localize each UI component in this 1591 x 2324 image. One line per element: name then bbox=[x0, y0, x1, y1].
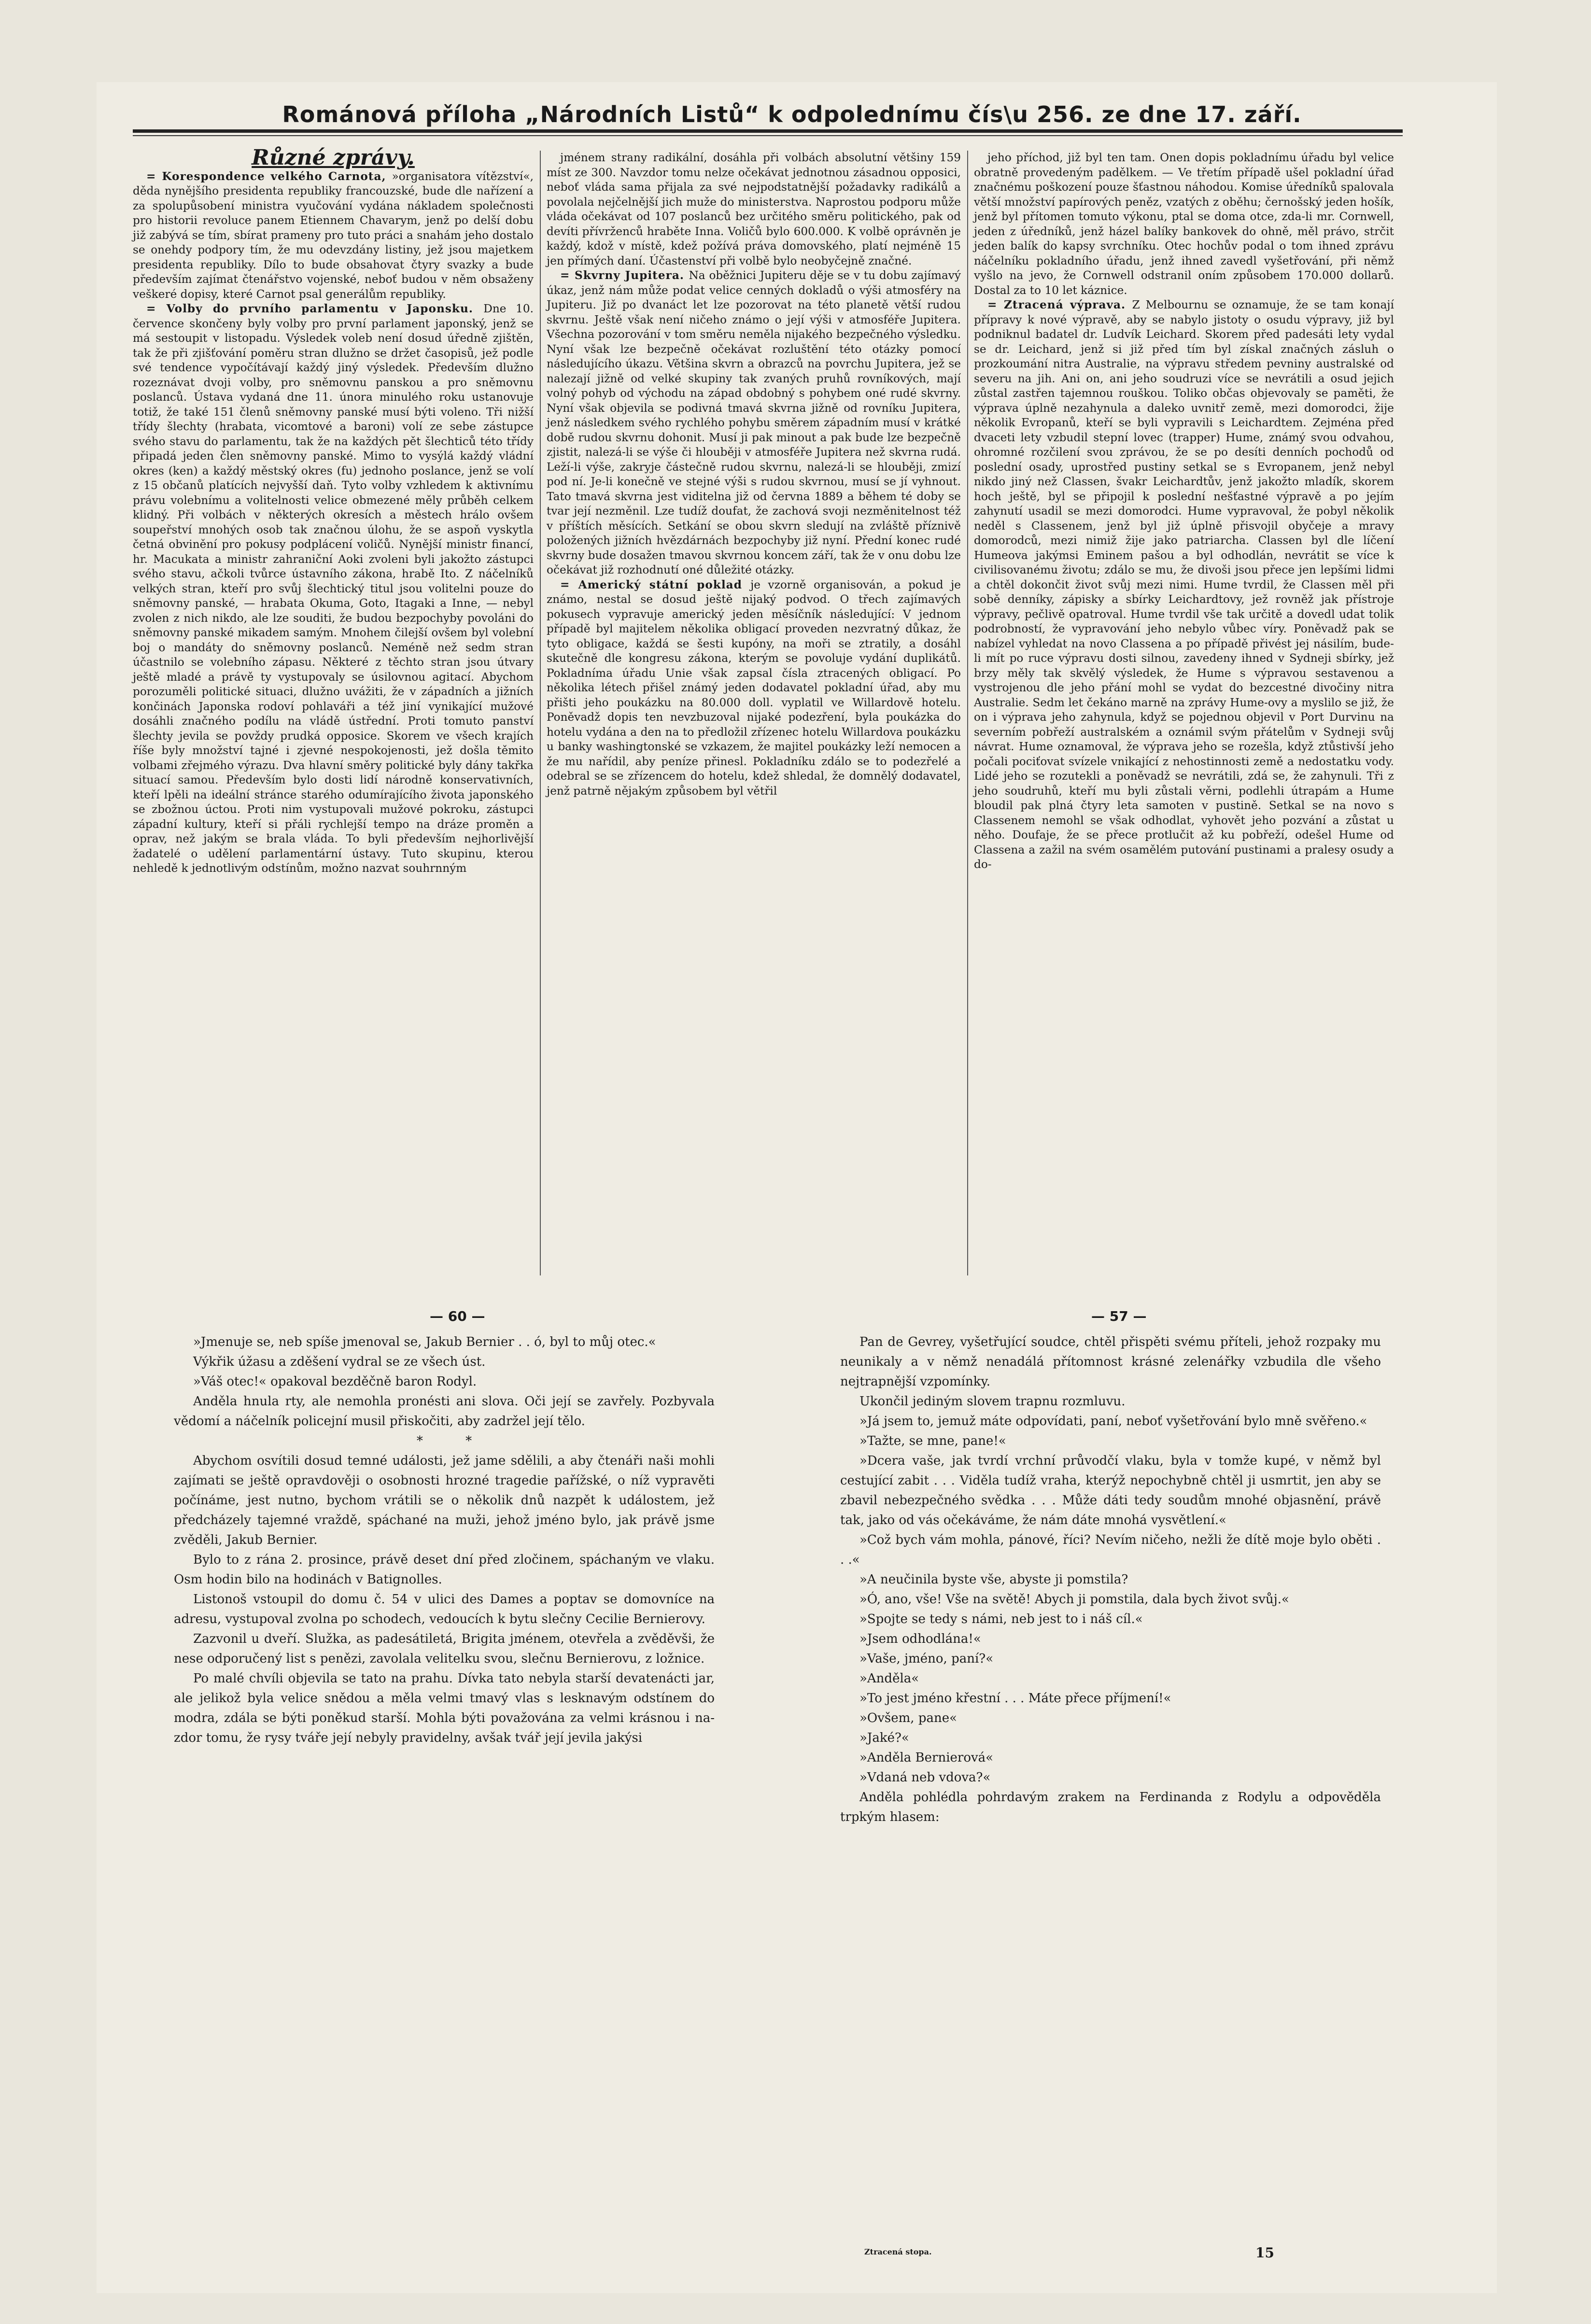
article-paragraph bbox=[133, 169, 534, 302]
article-heading: = Korespondence velkého Carnota, bbox=[146, 169, 392, 183]
serial-paragraph: »Ó, ano, vše! Vše na světě! Abych ji pomstila, dala bych život svůj.« bbox=[859, 1592, 1289, 1607]
serial-paragraph: Bylo to z rána 2. prosince, právě deset dní před zločinem, spáchaným ve vlaku. Osm hodin bilo na hodinách v Batignolles. bbox=[174, 1553, 715, 1587]
serial-paragraph: »Dcera vaše, jak tvrdí vrchní průvodčí vlaku, byla v tomže kupé, v němž byl cestující zabit . . . Viděla tudíž vraha, kterýž nepochybně chtěl ji usmrtit, jen aby se zbavil nebezpečného svědka . . . Může dáti tedy soudům mnohé objasnění, právě tak, jako od vás očekáváme, že nám dáte mnohá vysvětlení.« bbox=[840, 1454, 1381, 1527]
serial-paragraph: Abychom osvítili dosud temné události, jež jame sdělili, a aby čtenáři naši mohli zajímati se ještě opravdověji o osobnosti hrozné tragedie pařížské, o níž vypravěti počínáme, jest nutno, bychom vrátili se o několik dnů nazpět k událostem, jež předcházely tajemné vraždě, spáchané na muži, jehož jméno bylo, jak právě jsme zvěděli, Jakub Bernier. bbox=[174, 1454, 715, 1547]
serial-paragraph: »Což bych vám mohla, pánové, říci? Nevím ničeho, nežli že dítě moje bylo oběti . . .« bbox=[840, 1533, 1381, 1567]
section-break: * * bbox=[416, 1434, 492, 1448]
column-3 bbox=[974, 151, 1394, 872]
article-paragraph bbox=[974, 151, 1394, 298]
serial-paragraph: »Já jsem to, jemuž máte odpovídati, paní, neboť vyšetřování bylo mně svěřeno.« bbox=[859, 1414, 1367, 1428]
serial-paragraph: Listonoš vstoupil do domu č. 54 v ulici des Dames a poptav se domovníce na adresu, vystupoval zvolna po schodech, vedoucích k bytu slečny Cecilie Bernierovy. bbox=[174, 1592, 715, 1626]
header-rule-thin bbox=[133, 135, 1403, 136]
column-3-articles bbox=[974, 151, 1394, 872]
serial-paragraph: »Jsem odhodlána!« bbox=[859, 1632, 981, 1646]
article-text: »organisatora vítězství«, děda nynějšího presidenta republiky francouzské, bude dle nařízení a za spolupůsobení ministra vyučování vydána nákladem společnosti pro historii revoluce panem Etiennem Chavarym, jenž po delší dobu již zabývá se tím, sbírat prameny pro tuto práci a snahám jeho dostalo se onehdy podpory tím, že mu odevzdány listiny, jež jsou majetkem presidenta republiky. Dílo to bude obsahovat čtyry svazky a bude především zajímat čtenářstvo vojenské, neboť budou v něm obsaženy veškeré dopisy, které Carnot psal generálům republiky. bbox=[133, 169, 534, 301]
article-heading: = Volby do prvního parlamentu v Japonsku. bbox=[146, 302, 484, 315]
serial-paragraph: »Vaše, jméno, paní?« bbox=[859, 1652, 994, 1666]
column-1-articles bbox=[133, 169, 534, 876]
serial-paragraph: »A neučinila byste vše, abyste ji pomstila? bbox=[859, 1572, 1128, 1587]
serial-paragraph: »Anděla Bernierová« bbox=[859, 1750, 994, 1765]
serial-paragraph: Po malé chvíli objevila se tato na prahu. Dívka tato nebyla starší devatenácti jar, ale jelikož byla velice snědou a měla velmi tmavý vlas s lesknavým odstínem do modra, zdála se býti poněkud starší. Mohla býti považována za velmi krásnou i na-zdor tomu, že rysy tváře její nebyly pravidelny, avšak tvář její jevila jakýsi bbox=[174, 1671, 715, 1745]
article-heading: = Skvrny Jupitera. bbox=[560, 269, 689, 282]
serial-paragraph: »Jmenuje se, neb spíše jmenoval se, Jakub Bernier . . ó, byl to můj otec.« bbox=[193, 1335, 656, 1349]
serial-paragraph: Zazvonil u dveří. Služka, as padesátiletá, Brigita jménem, otevřela a zvěděvši, že nese odporučený list s penězi, zavolala velitelku svou, slečnu Bernierovu, z ložnice. bbox=[174, 1632, 715, 1666]
footer-title: Ztracená stopa. bbox=[864, 2247, 932, 2256]
page-number: 15 bbox=[1255, 2245, 1274, 2261]
serial-paragraph: »Jaké?« bbox=[859, 1731, 909, 1745]
article-text: jménem strany radikální, dosáhla při volbách absolutní většiny 159 míst ze 300. Navzdor tomu nelze očekávat jednotnou zásadnou opposici, neboť vláda sama přijala za své nejpodstatnější požadavky radikálů a povolala nejčelnější jich muže do ministerstva. Naprostou podporu může vláda očekávat od 107 poslanců bez určitého směru politického, pak od devíti přívrženců hraběte Inna. Voličů bylo 600.000. K volbě oprávněn je každý, kdož v místě, kdež požívá práva domovského, platí nejméně 15 jen přímých daní. Účastenství při volbě bylo neobyčejně značné. bbox=[547, 151, 961, 267]
serial-paragraph: »Vdaná neb vdova?« bbox=[859, 1770, 991, 1785]
masthead: Románová příloha „Národních Listů“ k odpolednímu čís\u 256. ze dne 17. září. bbox=[282, 101, 1302, 127]
folio-right: — 57 — bbox=[1091, 1308, 1147, 1324]
article-paragraph bbox=[974, 298, 1394, 872]
serial-paragraph: »Váš otec!« opakoval bezděčně baron Rodyl. bbox=[193, 1374, 477, 1389]
article-heading: = Americký státní poklad bbox=[560, 578, 751, 591]
section-title: Různé zprávy. bbox=[252, 145, 415, 170]
article-text: Na oběžnici Jupiteru děje se v tu dobu zajímavý úkaz, jenž nám může podat velice cenných dokladů o výši atmosféry na Jupiteru. Již po dvanáct let lze pozorovat na této planetě větší rudou skvrnu. Ještě však není ničeho známo o její výši v atmosféře Jupitera. Všechna pozorování v tom směru neměla nijakého bezpečného výsledku. Nyní však lze bezpečně očekávat rozluštění této otázky pomocí následujícího úkazu. Většina skvrn a obrazců na povrchu Jupitera, jež se nalezají jižně od velké skupiny tak zvaných pruhů rovníkových, mají volný pohyb od východu na západ obdobný s pohybem oné rudé skvrny. Nyní však objevila se podivná tmavá skvrna jižně od rovníku Jupitera, jenž následkem svého rychlého pohybu směrem západním musí v krátké době rudou skvrnu dohonit. Musí ji pak minout a pak bude lze bezpečně zjistit, nalezá-li se výše či hlouběji v atmosféře Jupitera než skvrna rudá. Leží-li výše, zakryje částečně rudou skvrnu, nalezá-li se hlouběji, zmizí pod ní. Je-li konečně ve stejné výši s rudou skvrnou, musí se jí vyhnout. Tato tmavá skvrna jest viditelna již od června 1889 a během té doby se tvar její nezměnil. Lze tudíž doufat, že zachová svoji nezměnitelnost též v příštích měsících. Setkání se obou skvrn sledují na zvláště příznivě položených jižních hvězdárnách bezpochyby již nyní. Přední konec rudé skvrny bude dosažen tmavou skvrnou koncem září, tak že v onu dobu lze očekávat již rozhodnutí oné důležité otázky. bbox=[547, 269, 961, 576]
serial-paragraph: »To jest jméno křestní . . . Máte přece příjmení!« bbox=[859, 1691, 1171, 1706]
serial-left bbox=[174, 1332, 715, 1748]
article-text: je vzorně organisován, a pokud je známo, nestal se dosud ještě nijaký podvod. O třech zajímavých pokusech vypravuje americký jeden měsíčník následující: V jednom případě byl majitelem několika obligací proveden nezvratný důkaz, že tyto obligace, každá se šesti kupóny, na moři se ztratily, a dosáhl skutečně dle kongresu zákona, kterým se povoluje vydání duplikátů. Pokladníma úřadu Unie však zapsal čísla ztracených obligací. Po několika létech přišel známý jeden dodavatel pokladní úřad, aby mu přišti jeho poukázku na 80.000 doll. vyplatil ve Willardově hotelu. Poněvadž dopis ten nevzbuzoval nijaké podezření, byla poukázka do hotelu vydána a den na to předložil zřízenec hotelu Willardova poukázku u banky washingtonské se vzkazem, že majitel poukázky leží nemocen a že mu nařídil, aby peníze přinesl. Pokladníku zdálo se to podezřelé a odebral se se zřízencem do hotelu, kdež shledal, že domnělý dodavatel, jenž patrně nějakým způsobem byl větřil bbox=[547, 578, 961, 798]
article-paragraph bbox=[547, 268, 961, 578]
article-paragraph bbox=[133, 302, 534, 876]
column-divider bbox=[967, 151, 968, 1275]
article-paragraph bbox=[547, 578, 961, 799]
serial-paragraph: Anděla pohlédla pohrdavým zrakem na Ferdinanda z Rodylu a odpověděla trpkým hlasem: bbox=[840, 1790, 1381, 1824]
serial-right bbox=[840, 1332, 1381, 1827]
article-text: Dne 10. července skončeny byly volby pro první parlament japonský, jenž se má sestoupit v listopadu. Výsledek voleb není dosud úředně zjištěn, tak že při zjišťování poměru stran dlužno se držet časopisů, jež podle své tendence vypočítávají každý jiný výsledek. Především dlužno rozeznávat dvoji volby, pro sněmovnu panskou a pro sněmovnu poslanců. Ústava vydaná dne 11. února minulého roku ustanovuje totiž, že také 151 členů sněmovny panské musí býti voleno. Tři nižší třídy šlechty (hrabata, vicomtové a baroni) volí ze sebe zástupce svého stavu do parlamentu, tak že na každých pět šlechticů této třídy připadá jeden člen sněmovny panské. Mimo to vysýlá každý vládní okres (ken) a každý městský okres (fu) jednoho poslance, jenž se volí z 15 občanů platících nejvyšší daň. Tyto volby vzhledem k aktivnímu právu volebnímu a volitelnosti velice obmezené měly průběh celkem klidný. Při volbách v některých okresích a městech hrálo ovšem soupeřství mnohých osob tak značnou úlohu, že se aspoň vyskytla četná obvinění pro pokusy podplácení voličů. Nynější ministr financí, hr. Macukata a ministr zahraniční Aoki zvoleni byli jakožto zástupci svého stavu, ačkoli tvůrce ústavního zákona, hrabě Ito. Z náčelníků velkých stran, kteří pro svůj šlechtický titul jsou volitelni pouze do sněmovny panské, — hrabata Okuma, Goto, Itagaki a Inne, — nebyl zvolen z nich nikdo, ale lze souditi, že budou bezpochyby povoláni do sněmovny panské mikadem samým. Mnohem čilejší ovšem byl volební boj o mandáty do sněmovny poslanců. Neméně než sedm stran účastnilo se volebního zápasu. Některé z těchto stran jsou útvary ještě mladé a právě ty vystupovaly se úsilovnou agitací. Abychom porozuměli politické situaci, dlužno uvážiti, že v západních a jižních končinách Japonska rodoví pohlaváři a též jiní vynikající mužové dosáhli značného podílu na vládě ústřední. Proti tomuto panství šlechty jevila se povždy prudká opposice. Skorem ve všech krajích říše byly množství tajné i zjevné nespokojenosti, jež došla těmito volbami zřejmého výrazu. Dva hlavní směry politické byly dány takřka situací samou. Především bylo dosti lidí národně konservativních, kteří lpěli na ideální stránce starého odumírajícího života japonského se zbožnou úctou. Proti nim vystupovali mužové pokroku, zástupci západní kultury, kteří si přáli rychlejší tempo na dráze proměn a oprav, než jakým se brala vláda. To byli především nejhorlivější žadatelé o udělení parlamentární ústavy. Tuto skupinu, kterou nehledě k jednotlivým odstínům, možno nazvat souhrnným bbox=[133, 302, 534, 875]
serial-paragraph: »Ovšem, pane« bbox=[859, 1711, 957, 1725]
column-2 bbox=[547, 151, 961, 798]
article-text: jeho příchod, již byl ten tam. Onen dopis pokladnímu úřadu byl velice obratně provedeným padělkem. — Ve třetím případě ušel pokladní úřad značnému poškození pouze šťastnou náhodou. Komise úředníků spalovala větší množství papírových peněz, vzatých z oběhu; černošský jeden hošík, jenž byl přítomen tomuto výkonu, ptal se doma otce, zda-li mr. Cornwell, jeden z úředníků, jenž házel balíky bankovek do ohně, měl právo, strčit jeden balík do kapsy svrchníku. Otec hochův podal o tom ihned zprávu náčelníku pokladního úřadu, jenž ihned zavedl vyšetřování, při němž vyšlo na jevo, že Cornwell odstranil oním způsobem 170.000 dollarů. Dostal za to 10 let káznice. bbox=[974, 151, 1394, 297]
serial-paragraph: Ukončil jediným slovem trapnu rozmluvu. bbox=[859, 1394, 1126, 1409]
serial-paragraph: »Spojte se tedy s námi, neb jest to i náš cíl.« bbox=[859, 1612, 1143, 1626]
header-rule bbox=[133, 129, 1403, 133]
serial-paragraph: »Tažte, se mne, pane!« bbox=[859, 1434, 1006, 1448]
serial-paragraph: Anděla hnula rty, ale nemohla pronésti ani slova. Oči její se zavřely. Pozbyvala vědomí a náčelník policejní musil přiskočiti, aby zadržel její tělo. bbox=[174, 1394, 715, 1428]
column-2-articles bbox=[547, 151, 961, 798]
serial-paragraph: Pan de Gevrey, vyšetřující soudce, chtěl přispěti svému příteli, jehož rozpaky mu neunikaly a v němž nenadálá přítomnost krásné zelenářky vzbudila dle všeho nejtrapnější vzpomínky. bbox=[840, 1335, 1381, 1389]
serial-paragraph: »Anděla« bbox=[859, 1671, 919, 1686]
article-heading: = Ztracená výprava. bbox=[987, 298, 1132, 311]
column-divider bbox=[540, 151, 541, 1275]
article-paragraph bbox=[547, 151, 961, 268]
folio-left: — 60 — bbox=[430, 1308, 485, 1324]
column-1 bbox=[133, 145, 534, 876]
article-text: Z Melbournu se oznamuje, že se tam konají přípravy k nové výpravě, aby se nabylo jistoty o osudu výpravy, již byl podniknul badatel dr. Ludvík Leichard. Skorem před padesáti lety vydal se dr. Leichard, jenž si již před tím byl získal značných zásluh o prozkoumání nitra Australie, na výpravu středem pevniny australské od severu na jih. Ani on, ani jeho soudruzi více se nevrátili a osud jejich zůstal zastřen tajemnou rouškou. Toliko občas objevovaly se paměti, že výprava úplně nezahynula a daleko uvnitř země, mezi domorodci, žije několik Evropanů, kteří se byli vypravili s Leichardtem. Zejména před dvaceti lety vzbudil stepní lovec (trapper) Hume, známý svou odvahou, ohromné rozčilení svou zprávou, že se po desíti denních pochodů od poslední osady, uprostřed pustiny setkal se s Evropanem, jenž nebyl nikdo jiný než Classen, švakr Leichardtův, jenž jakožto mladík, skorem hoch ještě, byl se připojil k poslední nešťastné výpravě a po jejím zahynutí usadil se mezi domorodci. Hume vypravoval, že pobyl několik neděl s Classenem, jenž byl již úplně přisvojil obyčeje a mravy domorodců, mezi nimiž žije jako patriarcha. Classen byl dle líčení Humeova jakýmsi Eminem pašou a byl odhodlán, nevrátit se více k civilisovanému životu; zdálo se mu, že divoši jsou přece jen lepšími lidmi a chtěl dokončit život svůj mezi nimi. Hume tvrdil, že Classen měl při sobě denníky, zápisky a sbírky Leichardtovy, jež rovněž jak přístroje výpravy, pečlivě opatroval. Hume tvrdil vše tak určitě a dovedl udat tolik podrobností, že vypravování jeho nebylo vůbec víry. Poněvadž pak se nabízel vyhledat na novo Classena a po případě přivést jej násilím, bude-li mít po ruce výpravu dosti silnou, zavedeny ihned v Sydneji sbírky, jež brzy měly tak skvělý výsledek, že Hume s výpravou sestavenou a vystrojenou dle jeho přání mohl se vydat do bezcestné divočiny nitra Australie. Sedm let čekáno marně na zprávy Hume-ovy a myslilo se již, že on i výprava jeho zahynula, když se pojednou objevil v Port Durvinu na severním pobřeží australském a oznámil svým přátelům v Sydneji svůj návrat. Hume oznamoval, že výprava jeho se rozešla, když ztůstivší jeho počali pociťovat svízele vnikající z nehostinnosti země a nedostatku vody. Lidé jeho se rozutekli a poněvadž se nevrátili, zdá se, že zahynuli. Tři z jeho soudruhů, kteří mu byli zůstali věrni, podlehli útrapám a Hume bloudil pak plná čtyry leta samoten v pustině. Setkal se na novo s Classenem nemohl se však odhodlat, vyhovět jeho pozvání a zůstat u něho. Doufaje, že se přece protlučit až ku pobřeží, odešel Hume od Classena a zažil na svém osamělém putování pustinami a pralesy osudy a do- bbox=[974, 298, 1394, 871]
serial-paragraph: Výkřik úžasu a zděšení vydral se ze všech úst. bbox=[193, 1355, 486, 1369]
